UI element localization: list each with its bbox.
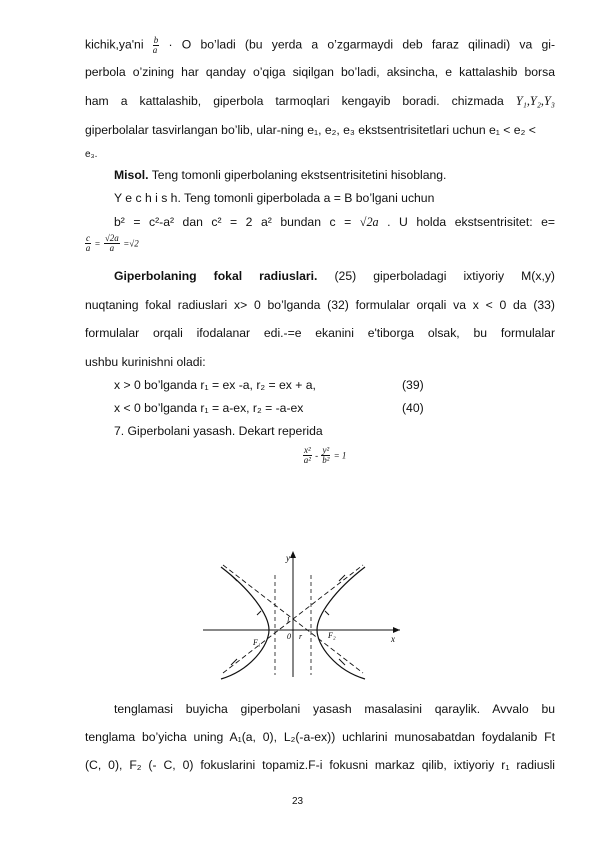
label-l: l (287, 616, 290, 625)
text-segment: kichik,ya'ni (85, 37, 144, 52)
formula-40: x < 0 bo’lganda r₁ = a-ex, r₂ = -a-ex (40) (114, 401, 424, 415)
hyperbola-labels: Y₁,Y₂,Y₃ (515, 94, 555, 108)
solution-line: Y e c h i s h. Teng tomonli giperbolada a = B bo’lgani uchun (114, 191, 435, 205)
text-segment: O bo’ladi (bu yerda a o’zgarmaydi deb faraz qilinadi) va gi- (181, 37, 556, 52)
x-axis-label: x (391, 634, 395, 644)
x-axis-arrow (393, 627, 400, 633)
focus-f1-label: F₁ (253, 638, 261, 647)
focus-f2-label: F₂ (328, 631, 336, 640)
text-line-8: b² = c²-a² dan c² = 2 a² bundan c = √2a . U holda ekstsentrisitet: e= (114, 215, 555, 229)
section-heading: Giperbolaning fokal radiuslari. (114, 269, 318, 283)
page-number: 23 (291, 796, 304, 807)
equation-number: (40) (402, 401, 424, 415)
tick-mark (231, 575, 237, 581)
example-line: Misol. Teng tomonli giperbolaning ekstsentrisitetini hisoblang. (114, 168, 447, 182)
text-line-4: giperbolalar tasvirlangan bo’lib, ular-ning e₁, e₂, e₃ ekstsentrisitetlari uchun e₁ < e₂ < (85, 123, 536, 137)
y-axis-arrow (290, 551, 296, 558)
text-line-19: (C, 0), F₂ (- C, 0) fokuslarini topamiz.F-i fokusni markaz qilib, ixtiyoriy r₁ radiusli (85, 758, 555, 772)
section-heading-line: Giperbolaning fokal radiuslari. (25) giperboladagi ixtiyoriy M(x,y) (114, 269, 555, 283)
tick-mark (231, 659, 237, 665)
text-line-16: 7. Giperbolani yasash. Dekart reperida (114, 424, 323, 438)
label-r: r (299, 632, 303, 641)
text-line-3: ham a kattalashib, giperbola tarmoqlari kengayib boradi. chizmada Y₁,Y₂,Y₃ (85, 94, 555, 108)
equation-number: (39) (402, 378, 424, 392)
hyperbola-figure (195, 545, 415, 680)
fraction-b-over-a: $\frac{b}{a}$ (152, 35, 159, 55)
text-line-13: ushbu kurinishni oladi: (85, 355, 206, 369)
text-line-2: perbola o’zining har qanday o’qiga siqilgan bo’ladi, aksincha, e kattalashib borsa (85, 65, 555, 79)
sqrt-2a: √2a (359, 215, 379, 229)
y-axis-label: y (286, 553, 290, 563)
text-line-12: formulalar orqali ifodalanar edi.-=e ekanini e'tiborga olsak, bu formulalar (85, 326, 555, 340)
text-line-11: nuqtaning fokal radiuslari x> 0 bo’lganda (32) formulalar orqali va x < 0 da (33) (85, 298, 555, 312)
hyperbola-left-branch (221, 567, 269, 679)
eccentricity-formula: $\frac{c}{a}$ = $\frac{√2a}{a}$ =√2 (85, 233, 139, 253)
text-line-5: e₃. (85, 149, 98, 160)
tick-mark (325, 611, 329, 615)
hyperbola-equation: $\frac{\text{x²}}{\text{a²}}$ - $\frac{\text{y²}}{\text{b²}}$ = 1 (303, 445, 347, 465)
example-label: Misol. (114, 168, 149, 182)
text-line-17: tenglamasi buyicha giperbolani yasash masalasini qaraylik. Avvalo bu (114, 702, 555, 716)
formula-39: x > 0 bo’lganda r₁ = ex -a, r₂ = ex + a, (39) (114, 378, 424, 392)
tick-mark (257, 611, 261, 615)
origin-label: 0 (287, 632, 291, 641)
text-line-1: kichik,ya'ni $\frac{b}{a}$ · O bo’ladi (bu yerda a o’zgarmaydi deb faraz qilinadi) va gi- (85, 35, 556, 55)
tick-mark (339, 659, 345, 665)
text-line-18: tenglama bo’yicha uning A₁(a, 0), L₂(-a-ex)) uchlarini munosabatdan foydalanib Ft (85, 730, 555, 744)
hyperbola-right-branch (317, 567, 365, 679)
